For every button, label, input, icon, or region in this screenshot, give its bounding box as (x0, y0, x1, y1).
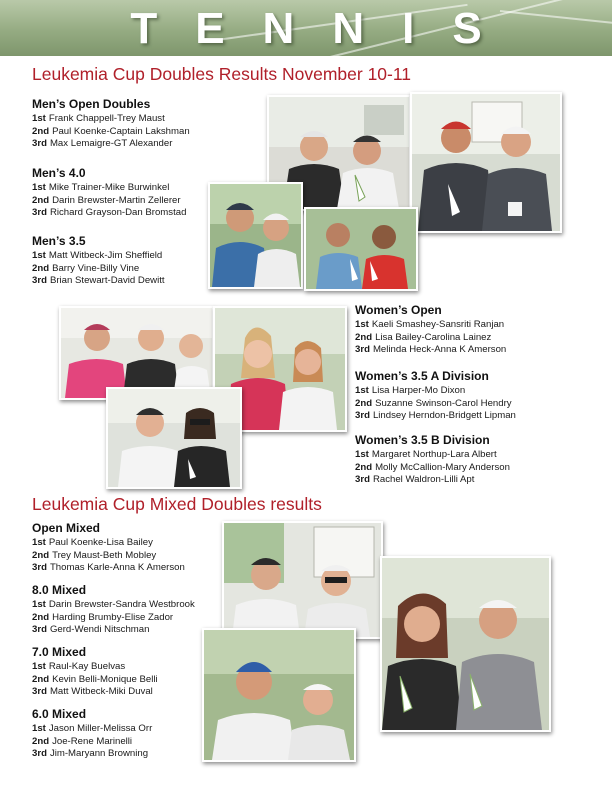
place-label: 2nd (32, 125, 50, 137)
result-row (32, 686, 158, 699)
banner-title: TENNIS (130, 4, 520, 53)
place-label: 2nd (355, 461, 373, 473)
result-group-open-mixed (32, 521, 185, 575)
team-names: Lindsey Herndon-Bridgett Lipman (372, 410, 516, 422)
team-names: Matt Witbeck-Jim Sheffield (48, 250, 163, 261)
place-label: 1st (32, 537, 46, 548)
group-title: 8.0 Mixed (32, 583, 87, 597)
group-title: Open Mixed (32, 521, 101, 535)
place-label: 2nd (32, 194, 50, 206)
team-names: Suzanne Swinson-Carol Hendry (375, 397, 512, 409)
result-row (32, 550, 185, 563)
team-names: Paul Koenke-Captain Lakshman (52, 125, 190, 137)
result-row (32, 612, 195, 625)
result-row (32, 624, 195, 637)
group-title: Men’s 4.0 (32, 166, 86, 180)
result-row (32, 674, 158, 687)
photo-womens-3-5-b-winners (106, 387, 242, 489)
place-label: 1st (32, 723, 46, 734)
team-names: Margaret Northup-Lara Albert (371, 449, 497, 460)
place-label: 3rd (355, 474, 370, 486)
result-group-womens-3-5-b (355, 433, 510, 487)
team-names: Raul-Kay Buelvas (48, 661, 126, 672)
place-label: 1st (32, 250, 46, 261)
result-row (32, 599, 195, 612)
photo-open-mixed-winners (222, 521, 383, 639)
group-title: 6.0 Mixed (32, 707, 87, 721)
result-row (32, 182, 186, 195)
place-label: 2nd (355, 397, 373, 409)
result-group-mens-3-5 (32, 234, 165, 288)
result-row (32, 138, 190, 151)
group-title: Women’s 3.5 B Division (355, 433, 490, 447)
photo-mens-3-5-winners-a (208, 182, 303, 289)
team-names: Matt Witbeck-Miki Duval (49, 686, 153, 698)
team-names: Barry Vine-Billy Vine (52, 262, 140, 274)
place-label: 2nd (32, 262, 50, 274)
group-title: 7.0 Mixed (32, 645, 87, 659)
place-label: 1st (32, 182, 46, 193)
result-row (355, 410, 516, 423)
group-title: Men’s Open Doubles (32, 97, 151, 111)
team-names: Joe-Rene Marinelli (52, 735, 133, 747)
tennis-banner (0, 0, 612, 56)
place-label: 2nd (32, 549, 50, 561)
place-label: 3rd (32, 624, 47, 636)
result-group-womens-open (355, 303, 506, 357)
place-label: 2nd (32, 673, 50, 685)
result-row (32, 126, 190, 139)
place-label: 1st (32, 661, 46, 672)
place-label: 3rd (32, 686, 47, 698)
place-label: 1st (355, 385, 369, 396)
result-group-6-0-mixed (32, 707, 152, 761)
result-row (355, 344, 506, 357)
team-names: Mike Trainer-Mike Burwinkel (48, 182, 170, 193)
result-row (32, 537, 185, 550)
team-names: Molly McCallion-Mary Anderson (375, 461, 510, 473)
result-row (355, 385, 516, 398)
team-names: Jim-Maryann Browning (49, 748, 149, 760)
photo-mens-4-0-winners (410, 92, 562, 233)
team-names: Darin Brewster-Martin Zellerer (52, 194, 181, 206)
result-row (355, 462, 510, 475)
result-row (355, 319, 506, 332)
photo-8-0-mixed-winners (380, 556, 551, 732)
place-label: 1st (355, 449, 369, 460)
team-names: Harding Brumby-Elise Zador (52, 611, 174, 623)
doubles-heading: Leukemia Cup Doubles Results November 10-11 (32, 64, 412, 84)
result-group-mens-4-0 (32, 166, 186, 220)
team-names: Max Lemaigre-GT Alexander (49, 138, 173, 150)
result-row (32, 263, 165, 276)
place-label: 3rd (355, 344, 370, 356)
result-group-mens-open (32, 97, 190, 151)
team-names: Kevin Belli-Monique Belli (52, 673, 158, 685)
team-names: Paul Koenke-Lisa Bailey (48, 537, 153, 548)
place-label: 1st (32, 599, 46, 610)
team-names: Brian Stewart-David Dewitt (49, 275, 165, 287)
result-row (355, 398, 516, 411)
place-label: 2nd (32, 735, 50, 747)
team-names: Lisa Harper-Mo Dixon (371, 385, 466, 396)
group-title: Women’s Open (355, 303, 442, 317)
photo-7-0-mixed-winners (202, 628, 356, 762)
result-group-7-0-mixed (32, 645, 158, 699)
group-title: Women’s 3.5 A Division (355, 369, 489, 383)
result-row (32, 275, 165, 288)
result-row (32, 207, 186, 220)
place-label: 3rd (32, 562, 47, 574)
result-row (355, 332, 506, 345)
result-row (32, 250, 165, 263)
place-label: 1st (32, 113, 46, 124)
team-names: Rachel Waldron-Lilli Apt (372, 474, 475, 486)
place-label: 1st (355, 319, 369, 330)
team-names: Richard Grayson-Dan Bromstad (49, 207, 187, 219)
result-row (32, 723, 152, 736)
team-names: Jason Miller-Melissa Orr (48, 723, 153, 734)
place-label: 3rd (32, 207, 47, 219)
team-names: Darin Brewster-Sandra Westbrook (48, 599, 195, 610)
result-row (32, 661, 158, 674)
team-names: Lisa Bailey-Carolina Lainez (375, 331, 492, 343)
team-names: Frank Chappell-Trey Maust (48, 113, 165, 124)
place-label: 3rd (32, 275, 47, 287)
result-row (355, 474, 510, 487)
result-group-womens-3-5-a (355, 369, 516, 423)
team-names: Thomas Karle-Anna K Amerson (49, 562, 185, 574)
team-names: Melinda Heck-Anna K Amerson (372, 344, 507, 356)
result-row (32, 562, 185, 575)
place-label: 2nd (32, 611, 50, 623)
place-label: 3rd (32, 748, 47, 760)
mixed-heading: Leukemia Cup Mixed Doubles results (32, 494, 322, 514)
team-names: Gerd-Wendi Nitschman (49, 624, 150, 636)
group-title: Men’s 3.5 (32, 234, 86, 248)
result-row (32, 195, 186, 208)
team-names: Kaeli Smashey-Sansriti Ranjan (371, 319, 505, 330)
place-label: 3rd (355, 410, 370, 422)
result-row (32, 736, 152, 749)
photo-womens-open-winners (59, 306, 214, 400)
team-names: Trey Maust-Beth Mobley (52, 549, 157, 561)
result-row (355, 449, 510, 462)
result-group-8-0-mixed (32, 583, 195, 637)
place-label: 3rd (32, 138, 47, 150)
result-row (32, 748, 152, 761)
result-row (32, 113, 190, 126)
place-label: 2nd (355, 331, 373, 343)
photo-mens-3-5-winners-b (304, 207, 418, 291)
